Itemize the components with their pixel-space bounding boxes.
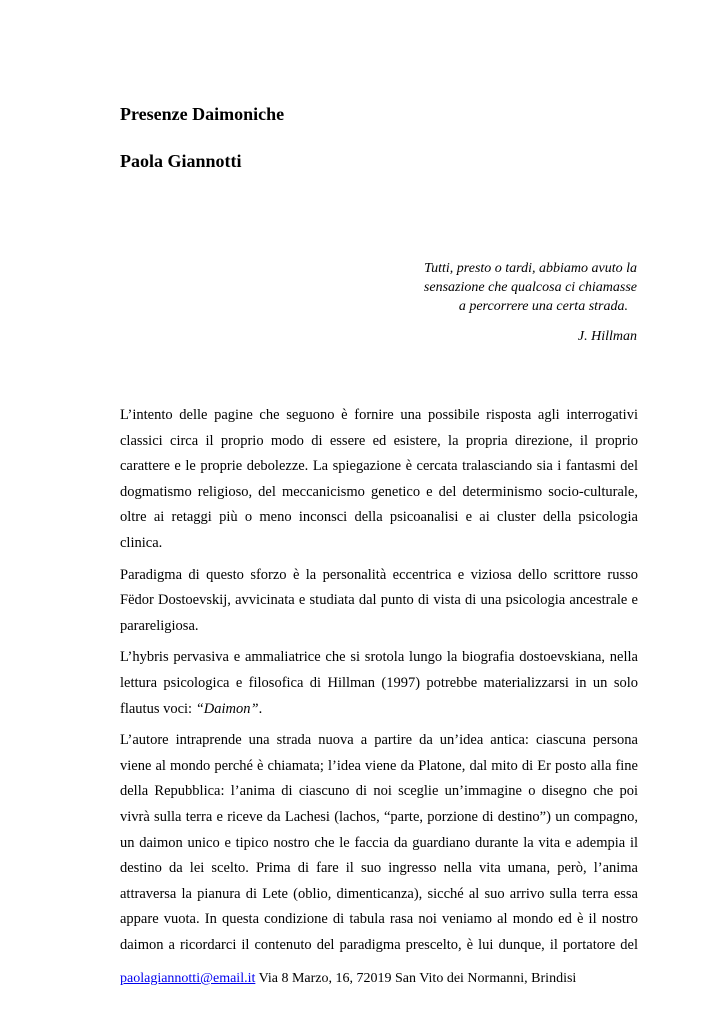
footer-address: Via 8 Marzo, 16, 72019 San Vito dei Normanni, Brindisi [255, 971, 577, 986]
text-line: clinica. [120, 534, 163, 551]
text-line: lettura psicologica e filosofica di Hillman (1997) potrebbe materializzarsi in un solo [120, 674, 638, 691]
text-line: Paradigma di questo sforzo è la personalità eccentrica e viziosa dello scrittore russo [120, 566, 638, 583]
paragraph-1 [120, 403, 638, 557]
text-line: destino da lei scelto. Prima di fare il suo ingresso nella vita umana, però, l’anima [120, 860, 638, 877]
paragraph-2 [120, 563, 638, 640]
text-line: dogmatismo religioso, del meccanicismo genetico e del determinismo socio-culturale, [120, 483, 638, 500]
epigraph-source: J. Hillman [577, 329, 637, 344]
text-line: Fëdor Dostoevskij, avvicinata e studiata dal punto di vista di una psicologia ancestrale e [120, 592, 638, 609]
text-line: L’hybris pervasiva e ammaliatrice che si srotola lungo la biografia dostoevskiana, nella [120, 649, 638, 666]
document-title: Presenze Daimoniche [120, 104, 285, 124]
epigraph [337, 259, 637, 346]
text-line: vivrà sulla terra e riceve da Lachesi (lachos, “parte, porzione di destino”) un compagno, [120, 808, 638, 825]
epigraph-line: a percorrere una certa strada. [458, 299, 628, 314]
document-author: Paola Giannotti [120, 151, 242, 171]
paragraph-4 [120, 728, 638, 958]
text-line: parareligiosa. [120, 617, 199, 634]
text-line: L’autore intraprende una strada nuova a partire da un’idea antica: ciascuna persona [120, 732, 638, 749]
email-link[interactable]: paolagiannotti@email.it [120, 971, 256, 986]
epigraph-line: sensazione che qualcosa ci chiamasse [423, 280, 637, 295]
text-line: carattere e le proprie debolezze. La spiegazione è cercata tralasciando sia i fantasmi del [120, 458, 638, 475]
text-line: un daimon unico e tipico nostro che le faccia da guardiano durante la vita e adempia il [120, 834, 638, 851]
text-line: classici circa il proprio modo di essere ed esistere, la propria direzione, il proprio [120, 432, 638, 449]
body-text [120, 403, 638, 964]
epigraph-line: Tutti, presto o tardi, abbiamo avuto la [424, 261, 637, 276]
text-line: attraversa la pianura di Lete (oblio, dimenticanza), sicché al suo arrivo sulla terra essa [120, 885, 638, 902]
paragraph-3 [120, 645, 638, 722]
text-segment: flautus voci: [120, 700, 196, 717]
text-line [120, 697, 638, 723]
text-line: viene al mondo perché è chiamata; l’idea viene da Platone, dal mito di Er posto alla fine [120, 757, 638, 774]
text-line: daimon a ricordarci il contenuto del paradigma prescelto, è lui dunque, il portatore del [120, 936, 638, 953]
text-line: della Repubblica: l’anima di ciascuno di noi sceglie un’immagine o disegno che poi [120, 783, 638, 800]
daimon-emphasis: “Daimon” [195, 700, 259, 717]
text-line: oltre ai retaggi più o meno inconsci della psicoanalisi e ai cluster della psicologia [120, 509, 638, 526]
footer [120, 970, 576, 988]
text-segment: . [258, 700, 263, 717]
text-line: appare vuota. In questa condizione di tabula rasa noi veniamo al mondo ed è il nostro [120, 911, 638, 928]
text-line: L’intento delle pagine che seguono è fornire una possibile risposta agli interrogativi [120, 407, 638, 423]
